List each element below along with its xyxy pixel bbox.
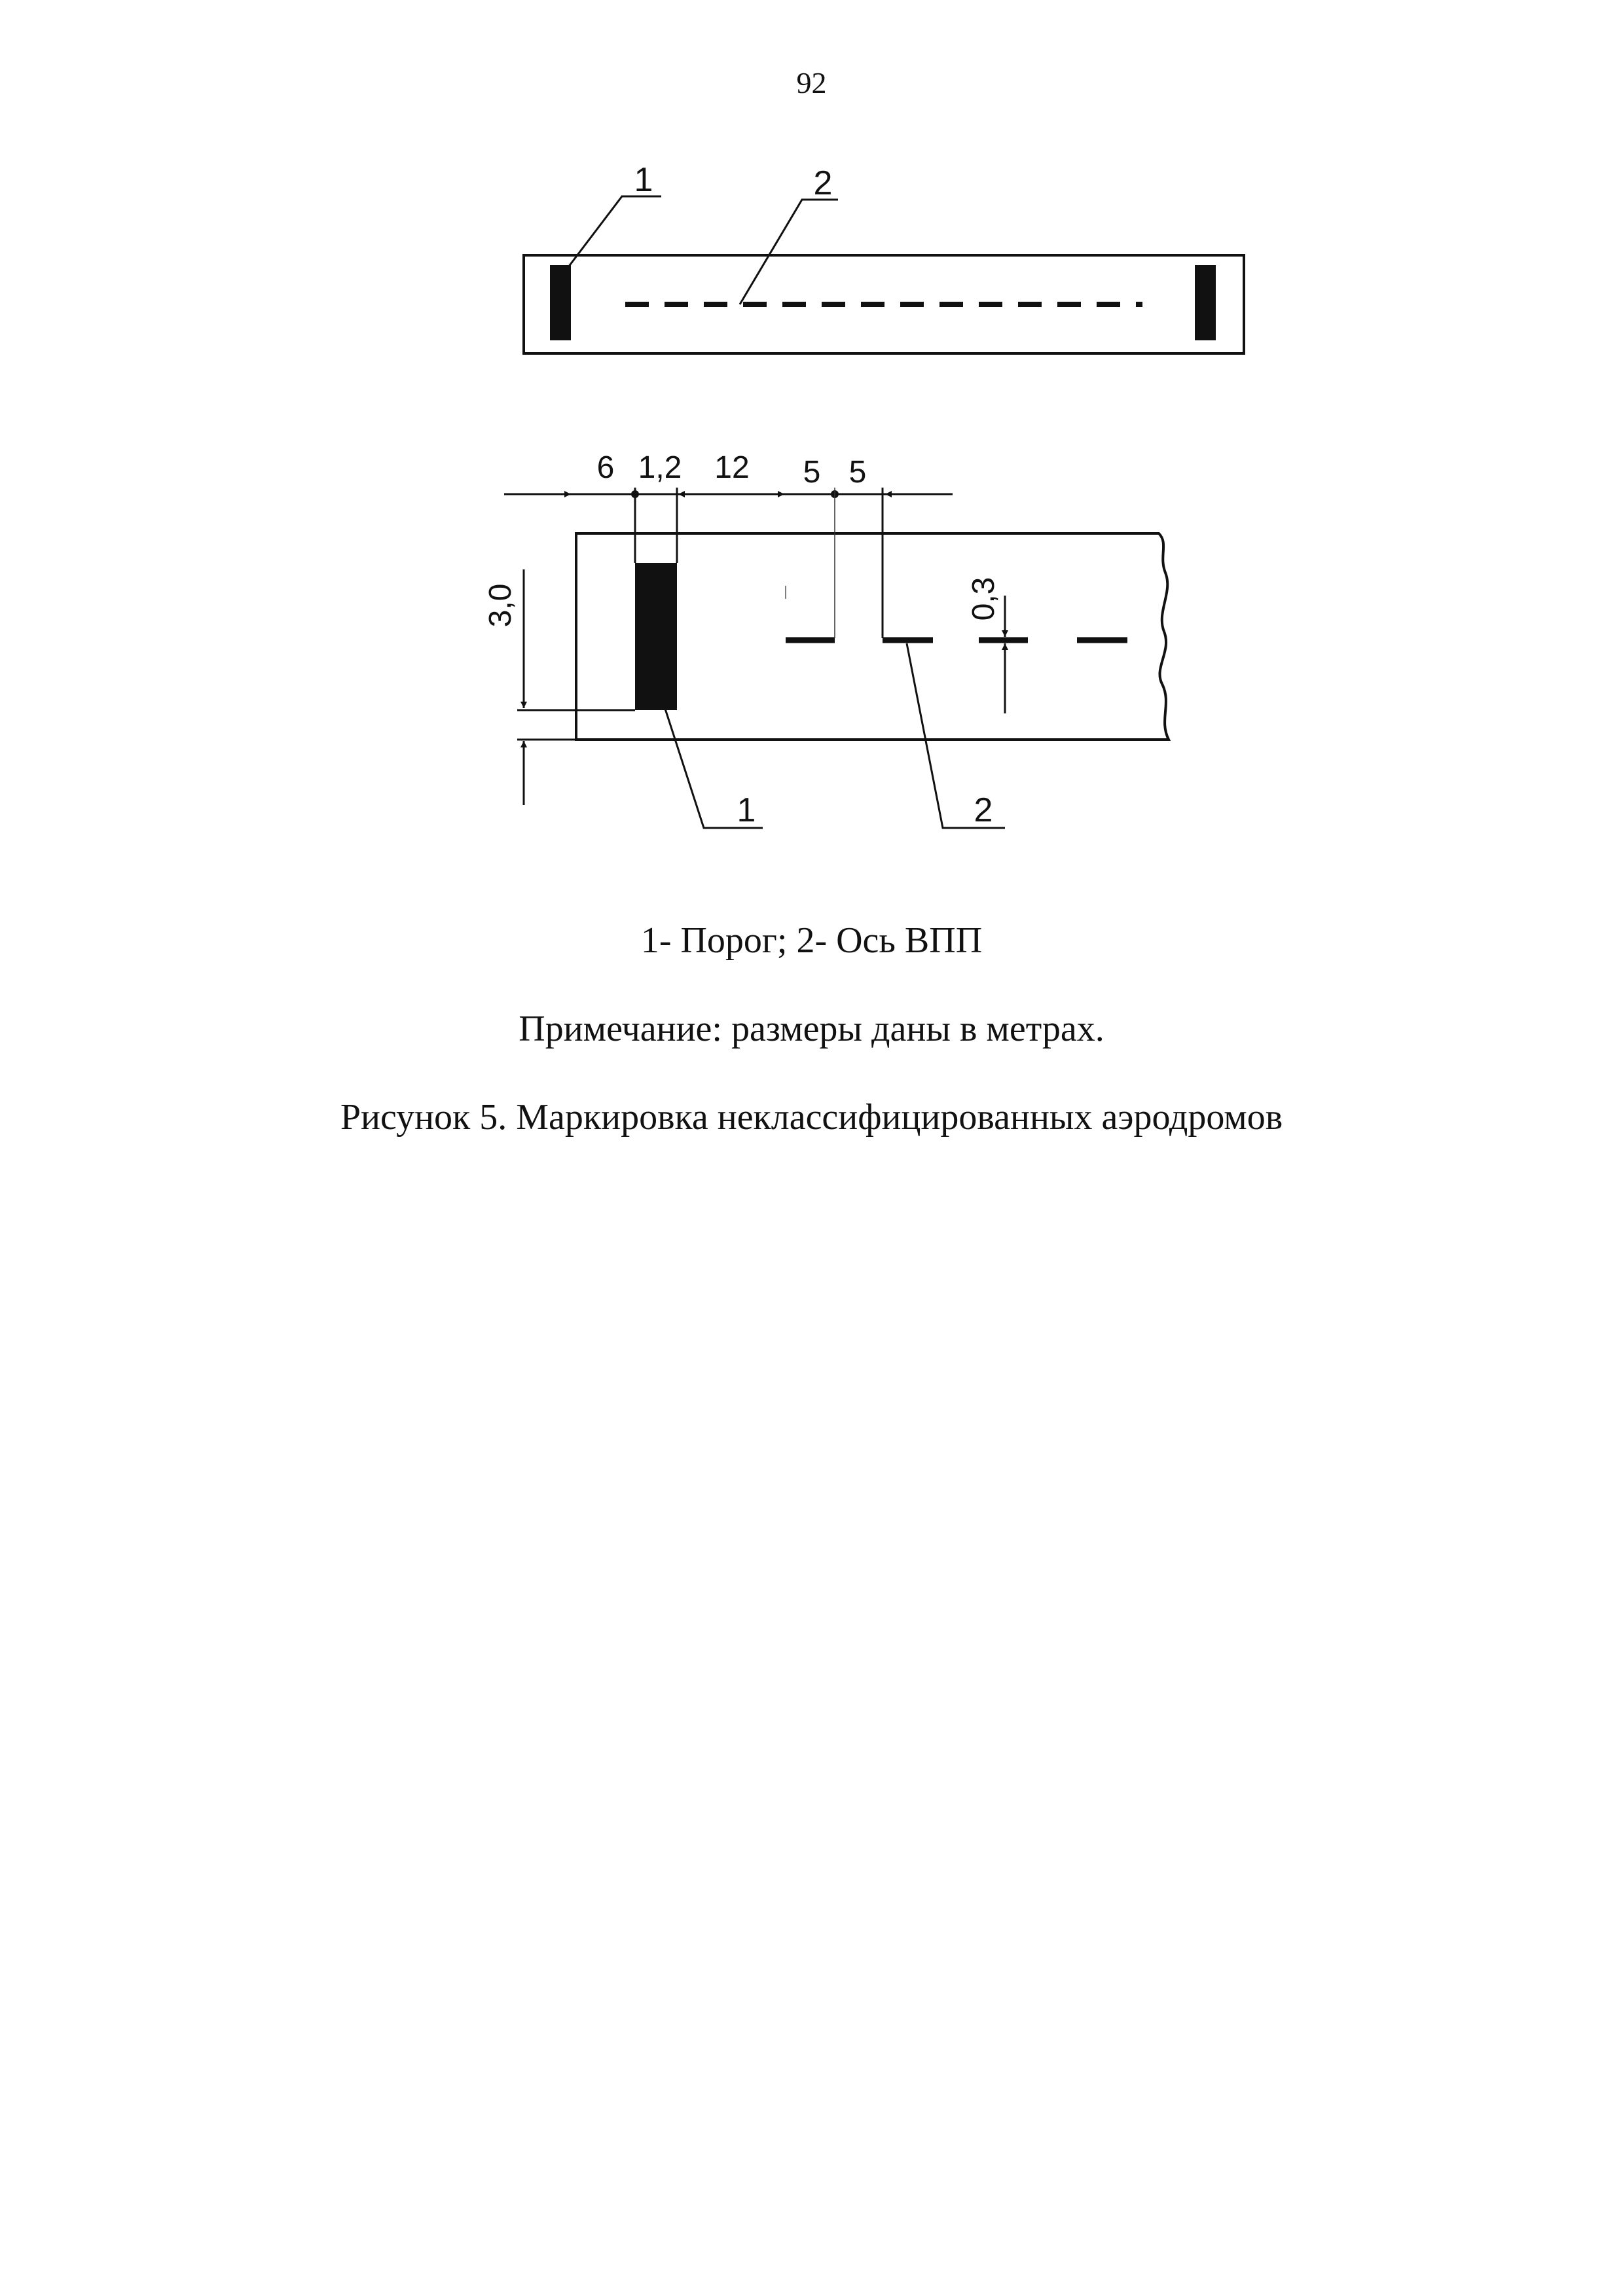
runway-overview [524, 161, 1244, 353]
page-number: 92 [796, 66, 827, 99]
threshold-mark-right [1195, 265, 1216, 340]
threshold-mark-left [550, 265, 571, 340]
detail-label-1: 1 [737, 791, 756, 829]
detail-label-2: 2 [974, 791, 993, 829]
leader-line-2 [740, 200, 838, 304]
figure-note: Примечание: размеры даны в метрах. [519, 1009, 1104, 1049]
figure-legend: 1- Порог; 2- Ось ВПП [640, 920, 983, 961]
leader-line-1 [566, 196, 661, 270]
dim-label-gap: 12 [714, 450, 750, 485]
dim-label-stripe-gap: 5 [848, 455, 867, 490]
dim-label-threshold-length: 3,0 [483, 583, 518, 628]
dim-label-threshold-width: 1,2 [638, 450, 682, 485]
figure-title: Рисунок 5. Маркировка неклассифицированных аэродромов [340, 1097, 1283, 1138]
threshold-bar [635, 563, 677, 710]
dim-label-stripe-width: 0,3 [966, 577, 1001, 621]
runway-detail [483, 450, 1169, 829]
overview-label-1: 1 [634, 161, 653, 199]
overview-label-2: 2 [813, 164, 833, 202]
dim-label-threshold-offset: 6 [596, 450, 615, 485]
dim-label-stripe-length: 5 [803, 455, 821, 490]
